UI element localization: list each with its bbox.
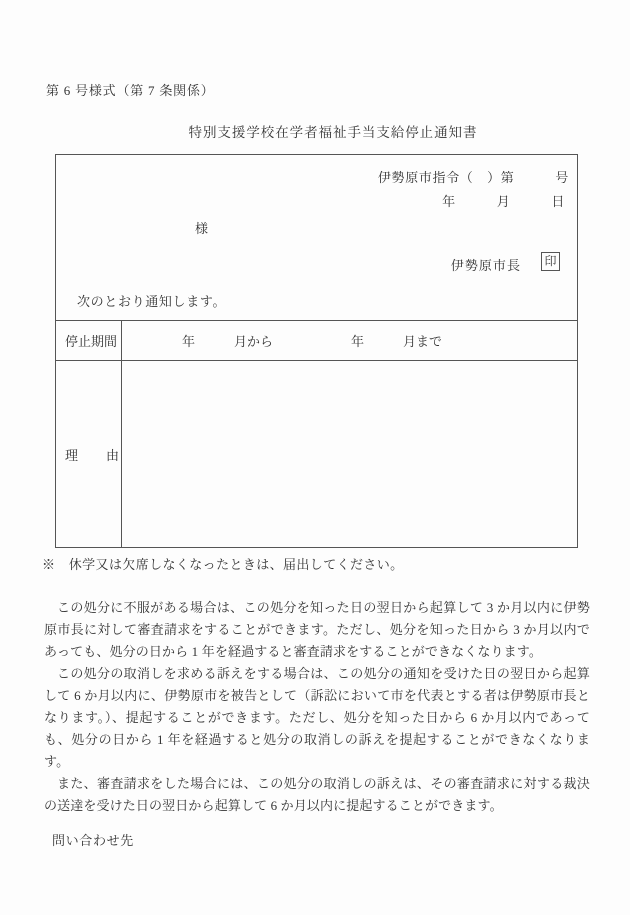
document-number: 伊勢原市指令（ ）第 号 — [377, 170, 569, 185]
notification-statement: 次のとおり通知します。 — [77, 294, 227, 309]
asterisk-note: ※ 休学又は欠席しなくなったときは、届出してください。 — [42, 557, 404, 572]
page-title: 特別支援学校在学者福祉手当支給停止通知書 — [188, 125, 478, 140]
addressee-honorific: 様 — [195, 221, 209, 236]
appeal-paragraph: また、審査請求をした場合には、この処分の取消しの訴えは、その審査請求に対する裁決の送達を受けた日の翌日から起算して 6 か月以内に提起することができます。 — [44, 776, 590, 813]
reason-label: 理 由 — [56, 361, 122, 547]
table-row — [56, 321, 577, 361]
form-number: 第 6 号様式（第 7 条関係） — [46, 83, 215, 98]
issuer-name: 伊勢原市長 — [450, 258, 521, 273]
appeal-paragraph: この処分の取消しを求める訴えをする場合は、この処分の通知を受けた日の翌日から起算して 6 か月以内に、伊勢原市を被告として（訴訟において市を代表とする者は伊勢原市長となります。）、提起することができます。ただし、処分を知った日から 6 か月以内であっても、処分の日から 1 年を経過すると処分の取消しの訴えを提起することができなくなります。 — [44, 666, 590, 769]
suspension-period-value: 年 月から 年 月まで — [182, 334, 443, 349]
document-date-line: 年 月 日 — [442, 194, 565, 209]
appeal-paragraph: この処分に不服がある場合は、この処分を知った日の翌日から起算して 3 か月以内に伊勢原市長に対して審査請求をすることができます。ただし、処分を知った日から 3 か月以内であっても、処分の日から 1 年を経過すると審査請求をすることができなくなります。 — [44, 600, 590, 659]
seal-stamp-icon: 印 — [541, 252, 560, 271]
notification-frame — [55, 154, 578, 548]
frame-header-section — [56, 155, 577, 321]
suspension-period-label: 停止期間 — [56, 321, 122, 360]
contact-label: 問い合わせ先 — [52, 833, 134, 848]
appeal-notice-text — [44, 597, 590, 817]
table-row — [56, 361, 577, 547]
reason-value — [122, 361, 577, 547]
